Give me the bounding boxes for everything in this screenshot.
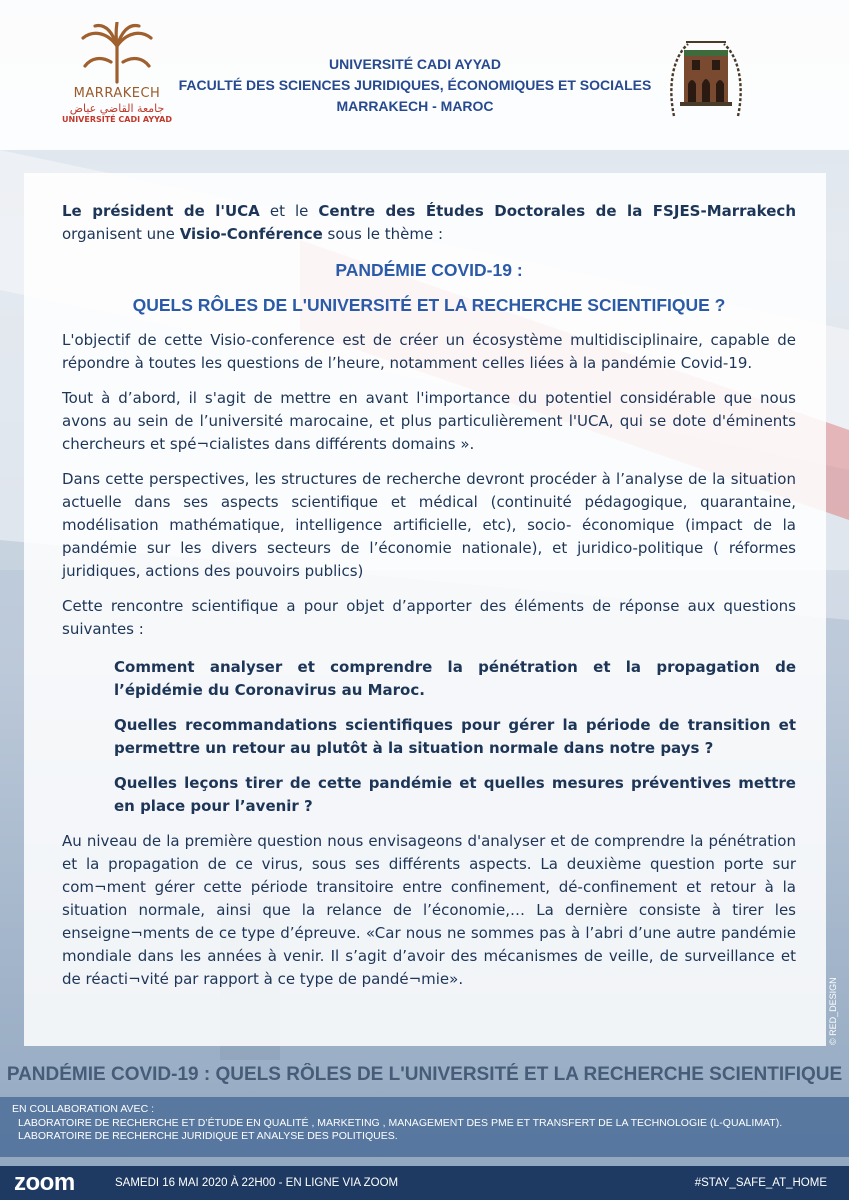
hashtag: #STAY_SAFE_AT_HOME (694, 1177, 827, 1189)
laboratory-item: LABORATOIRE DE RECHERCHE ET D’ÉTUDE EN QUALITÉ , MARKETING , MANAGEMENT DES PME ET TRANSFERT DE LA TECHNOLOGIE (L-QUALIMAT). (18, 1117, 783, 1129)
intro-theme-label: sous le thème : (322, 225, 444, 243)
paragraph-conclusion: Au niveau de la première question nous envisageons d'analyser et de comprendre la pénétration et la propagation de ce virus, sous ses différents aspects. La deuxième question porte sur com¬ment gérer cette période transitoire entre confinement, dé-confinement et retour à la situation normale, ainsi que la relance de l’économie,… La dernière consiste à tirer les enseigne¬ments de ce type d’épreuve. «Car nous ne sommes pas à l’abri d’une autre pandémie mondiale dans les années à venir. Il s’agit d’avoir des mécanismes de veille, de surveillance et de réacti¬vité par rapport à ce type de pandé¬mie». (62, 832, 796, 988)
footer-title: PANDÉMIE COVID-19 : QUELS RÔLES DE L'UNIVERSITÉ ET LA RECHERCHE SCIENTIFIQUE (6, 1064, 843, 1085)
paragraph-perspectives: Dans cette perspectives, les structures de recherche devront procéder à l’analyse de la situation actuelle dans ses aspects scientifique et médical (continuité pédagogique, quarantaine, modélisation mathématique, intelligence artificielle, etc), socio- économique (impact de la pandémie sur les divers secteurs de l’économie nationale), et juridico-politique ( réformes juridiques, actions des pouvoirs publics) (62, 470, 796, 580)
intro-visio: Visio-Conférence (179, 225, 323, 243)
palm-logo-icon (77, 22, 157, 84)
collaboration-heading: EN COLLABORATION AVEC : (12, 1103, 154, 1115)
question-item: Comment analyser et comprendre la pénétration et la propagation de l’épidémie du Coronavirus au Maroc. (114, 658, 796, 699)
header-line-university: UNIVERSITÉ CADI AYYAD (329, 56, 501, 72)
header-title (170, 54, 660, 117)
logo-city-text: MARRAKECH (73, 86, 161, 101)
intro-paragraph (62, 200, 796, 246)
laboratory-item: LABORATOIRE DE RECHERCHE JURIDIQUE ET ANALYSE DES POLITIQUES. (18, 1130, 398, 1142)
faculty-logo-icon (666, 28, 746, 128)
theme-title-line2: QUELS RÔLES DE L'UNIVERSITÉ ET LA RECHERCHE SCIENTIFIQUE ? (132, 295, 726, 315)
design-credit: © RED_DESIGN (828, 977, 838, 1045)
bottom-bar (0, 1166, 849, 1200)
question-item: Quelles recommandations scientifiques pour gérer la période de transition et permettre un retour au plutôt à la situation normale dans notre pays ? (114, 716, 796, 757)
questions-list (114, 656, 796, 818)
main-content (62, 200, 796, 991)
collaboration-banner (0, 1097, 849, 1157)
theme-title-line1: PANDÉMIE COVID-19 : (335, 260, 523, 280)
logo-university-text: UNIVERSITÉ CADI AYYAD (62, 115, 172, 124)
paragraph-questions-intro: Cette rencontre scientifique a pour objet d’apporter des éléments de réponse aux questions suivantes : (62, 597, 796, 638)
paragraph-objective: L'objectif de cette Visio-conference est de créer un écosystème multidisciplinaire, capable de répondre à toutes les questions de l’heure, notamment celles liées à la pandémie Covid-19. (62, 331, 796, 372)
uca-logo (62, 22, 172, 140)
intro-and: et le (259, 202, 319, 220)
event-datetime: SAMEDI 16 MAI 2020 À 22H00 - EN LIGNE VIA ZOOM (115, 1177, 399, 1189)
paragraph-potential: Tout à d’abord, il s'agit de mettre en avant l'importance du potentiel considérable que nous avons au sein de l’université marocaine, et plus particulièrement l'UCA, qui se dote d'éminents chercheurs et spé¬cialistes dans différents domains ». (62, 389, 796, 453)
intro-president: Le président de l'UCA (62, 202, 260, 220)
header-line-faculty: FACULTÉ DES SCIENCES JURIDIQUES, ÉCONOMIQUES ET SOCIALES (178, 77, 652, 93)
question-item: Quelles leçons tirer de cette pandémie et quelles mesures préventives mettre en place pour l’avenir ? (114, 774, 796, 815)
intro-centre: Centre des Études Doctorales de la FSJES-Marrakech (318, 202, 796, 220)
header (0, 0, 849, 150)
intro-organize: organisent une (62, 225, 180, 243)
header-line-city: MARRAKECH - MAROC (336, 98, 494, 114)
logo-arabic-text: جامعة القاضي عياض (69, 102, 165, 115)
zoom-logo: zoom (14, 1169, 75, 1196)
